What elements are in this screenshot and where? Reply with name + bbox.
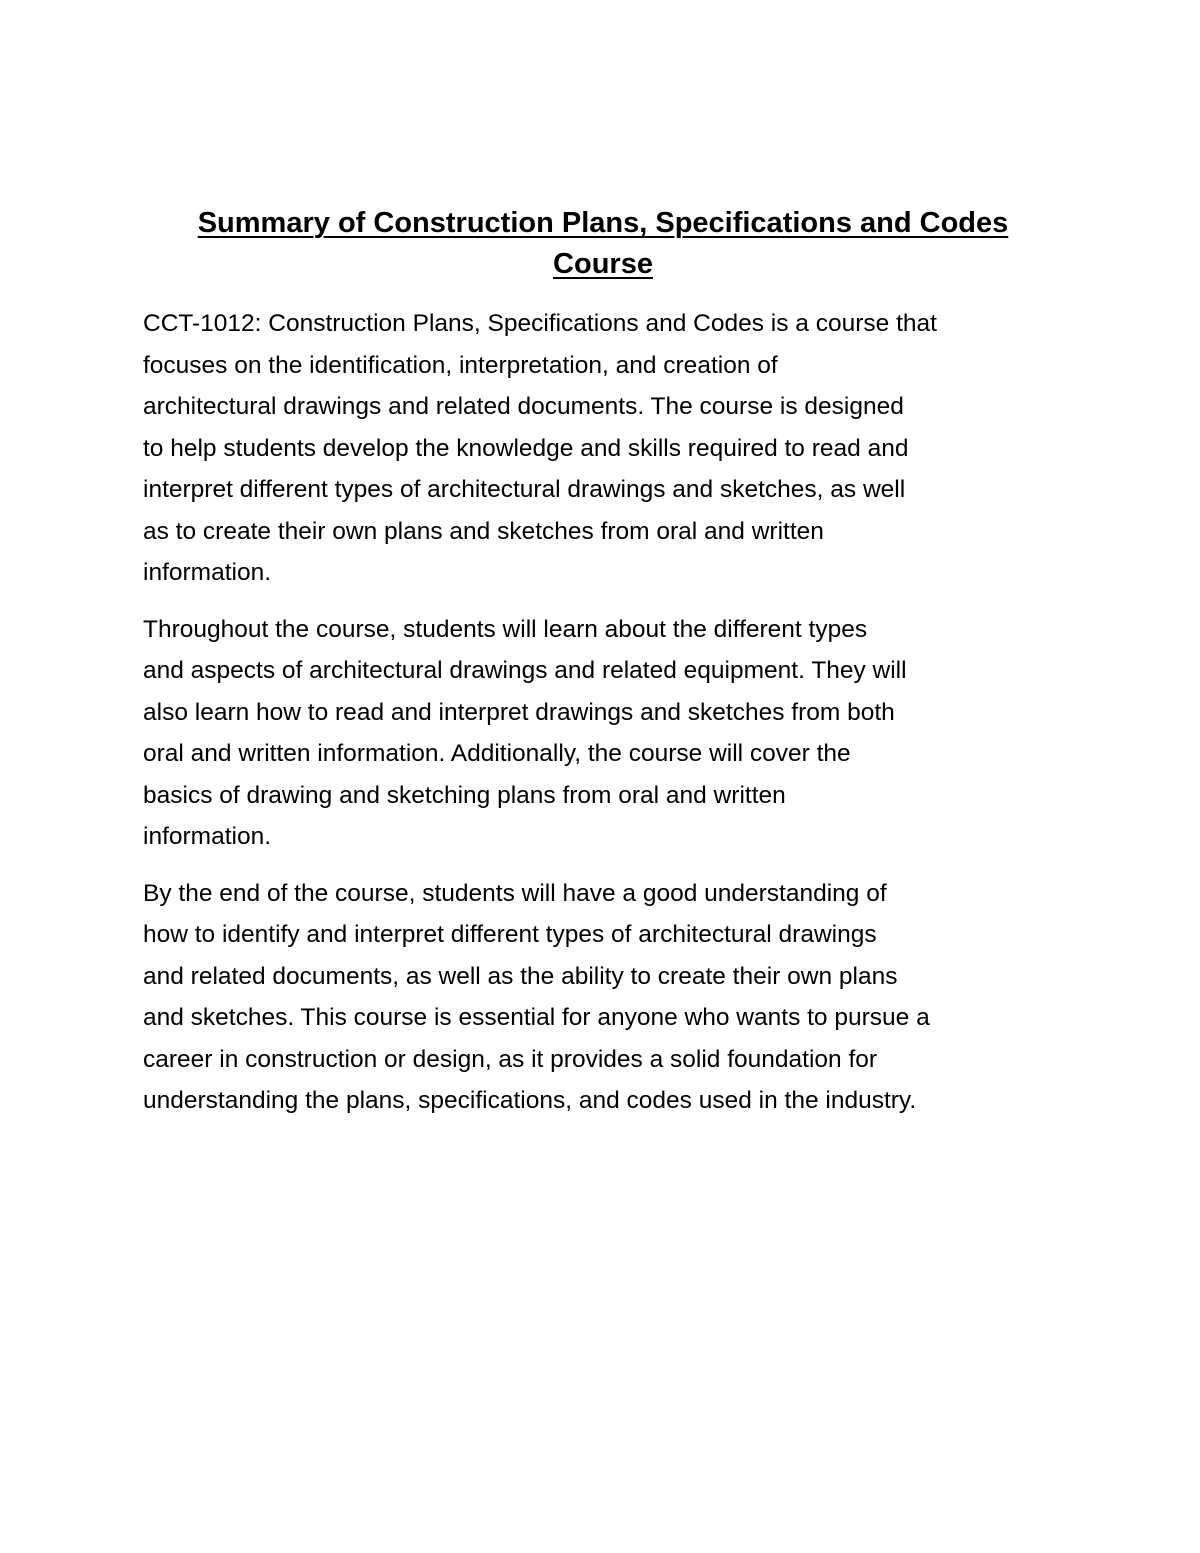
text-line: CCT-1012: Construction Plans, Specifications and Codes is a course that [143, 310, 937, 337]
document-title [143, 203, 1063, 285]
text-line: By the end of the course, students will have a good understanding of [143, 879, 887, 907]
paragraph-course-content [143, 609, 1063, 858]
document-body [143, 203, 1063, 1137]
text-line: Throughout the course, students will learn about the different types [143, 615, 868, 643]
text-line: information. [143, 823, 272, 850]
text-line: basics of drawing and sketching plans from oral and written [143, 781, 786, 809]
text-line: to help students develop the knowledge and skills required to read and [143, 434, 909, 462]
paragraph-course-overview [143, 303, 1063, 594]
text-line: architectural drawings and related documents. The course is designed [143, 393, 904, 420]
text-line: how to identify and interpret different types of architectural drawings [143, 921, 877, 948]
text-line: and sketches. This course is essential for anyone who wants to pursue a [143, 1004, 930, 1031]
text-line: information. [143, 559, 272, 586]
document-title-line: Course [553, 248, 653, 280]
text-line: career in construction or design, as it provides a solid foundation for [143, 1045, 878, 1073]
paragraph-course-outcome [143, 873, 1063, 1122]
text-line: understanding the plans, specifications, and codes used in the industry. [143, 1087, 917, 1114]
text-line: oral and written information. Additionally, the course will cover the [143, 740, 851, 767]
text-line: and related documents, as well as the ability to create their own plans [143, 962, 898, 990]
text-line: and aspects of architectural drawings and related equipment. They will [143, 657, 907, 684]
text-line: interpret different types of architectural drawings and sketches, as well [143, 476, 906, 503]
document-title-line: Summary of Construction Plans, Specifications and Codes [197, 207, 1009, 239]
text-line: as to create their own plans and sketches from oral and written [143, 517, 824, 545]
text-line: also learn how to read and interpret drawings and sketches from both [143, 698, 895, 726]
text-line: focuses on the identification, interpretation, and creation of [143, 351, 778, 379]
